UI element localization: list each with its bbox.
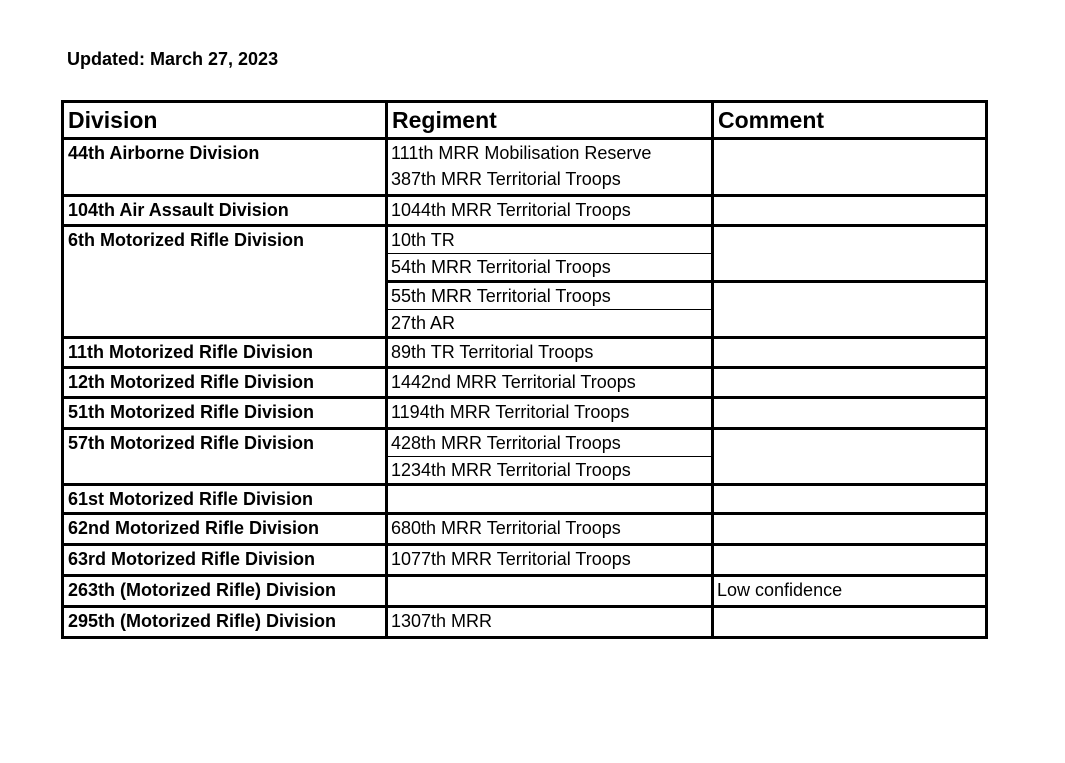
table-row (63, 398, 987, 429)
division-cell: 62nd Motorized Rifle Division (63, 514, 387, 545)
comment-cell (713, 607, 987, 638)
column-header-division: Division (63, 102, 387, 139)
regiment-cell: 1077th MRR Territorial Troops (387, 545, 713, 576)
division-cell: 104th Air Assault Division (63, 196, 387, 226)
comment-cell (713, 545, 987, 576)
regiment-cell: 1234th MRR Territorial Troops (387, 457, 713, 485)
comment-cell: Low confidence (713, 576, 987, 607)
regiment-cell: 680th MRR Territorial Troops (387, 514, 713, 545)
column-header-regiment: Regiment (387, 102, 713, 139)
regiment-cell: 10th TR (387, 226, 713, 254)
comment-cell (713, 226, 987, 282)
division-cell: 295th (Motorized Rifle) Division (63, 607, 387, 638)
comment-cell (713, 196, 987, 226)
regiment-cell: 89th TR Territorial Troops (387, 338, 713, 368)
division-cell: 44th Airborne Division (63, 139, 387, 196)
regiment-cell: 1307th MRR (387, 607, 713, 638)
table-row (63, 226, 987, 254)
table-row (63, 514, 987, 545)
regiment-cell: 1044th MRR Territorial Troops (387, 196, 713, 226)
regiment-cell: 428th MRR Territorial Troops (387, 429, 713, 457)
comment-cell (713, 338, 987, 368)
regiment-cell: 1194th MRR Territorial Troops (387, 398, 713, 429)
table-row (63, 545, 987, 576)
table-header-row (63, 102, 987, 139)
regiment-cell: 54th MRR Territorial Troops (387, 254, 713, 282)
regiment-cell (387, 576, 713, 607)
comment-cell (713, 485, 987, 514)
regiment-cell: 27th AR (387, 310, 713, 338)
comment-cell (713, 514, 987, 545)
table-row (63, 139, 987, 196)
table-row (63, 576, 987, 607)
division-cell: 263th (Motorized Rifle) Division (63, 576, 387, 607)
division-cell: 61st Motorized Rifle Division (63, 485, 387, 514)
table-row (63, 196, 987, 226)
regiment-cell (387, 139, 713, 196)
comment-cell (713, 139, 987, 196)
division-cell: 57th Motorized Rifle Division (63, 429, 387, 485)
comment-cell (713, 368, 987, 398)
table-row (63, 607, 987, 638)
table-row (63, 338, 987, 368)
comment-cell (713, 429, 987, 485)
regiment-cell: 55th MRR Territorial Troops (387, 282, 713, 310)
comment-cell (713, 282, 987, 338)
division-cell: 6th Motorized Rifle Division (63, 226, 387, 338)
comment-cell (713, 398, 987, 429)
division-cell: 11th Motorized Rifle Division (63, 338, 387, 368)
division-cell: 63rd Motorized Rifle Division (63, 545, 387, 576)
column-header-comment: Comment (713, 102, 987, 139)
table-row (63, 485, 987, 514)
division-cell: 12th Motorized Rifle Division (63, 368, 387, 398)
table-row (63, 429, 987, 457)
regiment-line: 111th MRR Mobilisation Reserve (391, 143, 652, 163)
updated-date: Updated: March 27, 2023 (67, 49, 279, 69)
division-cell: 51th Motorized Rifle Division (63, 398, 387, 429)
regiment-cell: 1442nd MRR Territorial Troops (387, 368, 713, 398)
regiment-line: 387th MRR Territorial Troops (391, 169, 621, 189)
table-row (63, 368, 987, 398)
regiment-cell (387, 485, 713, 514)
division-table (61, 100, 988, 639)
